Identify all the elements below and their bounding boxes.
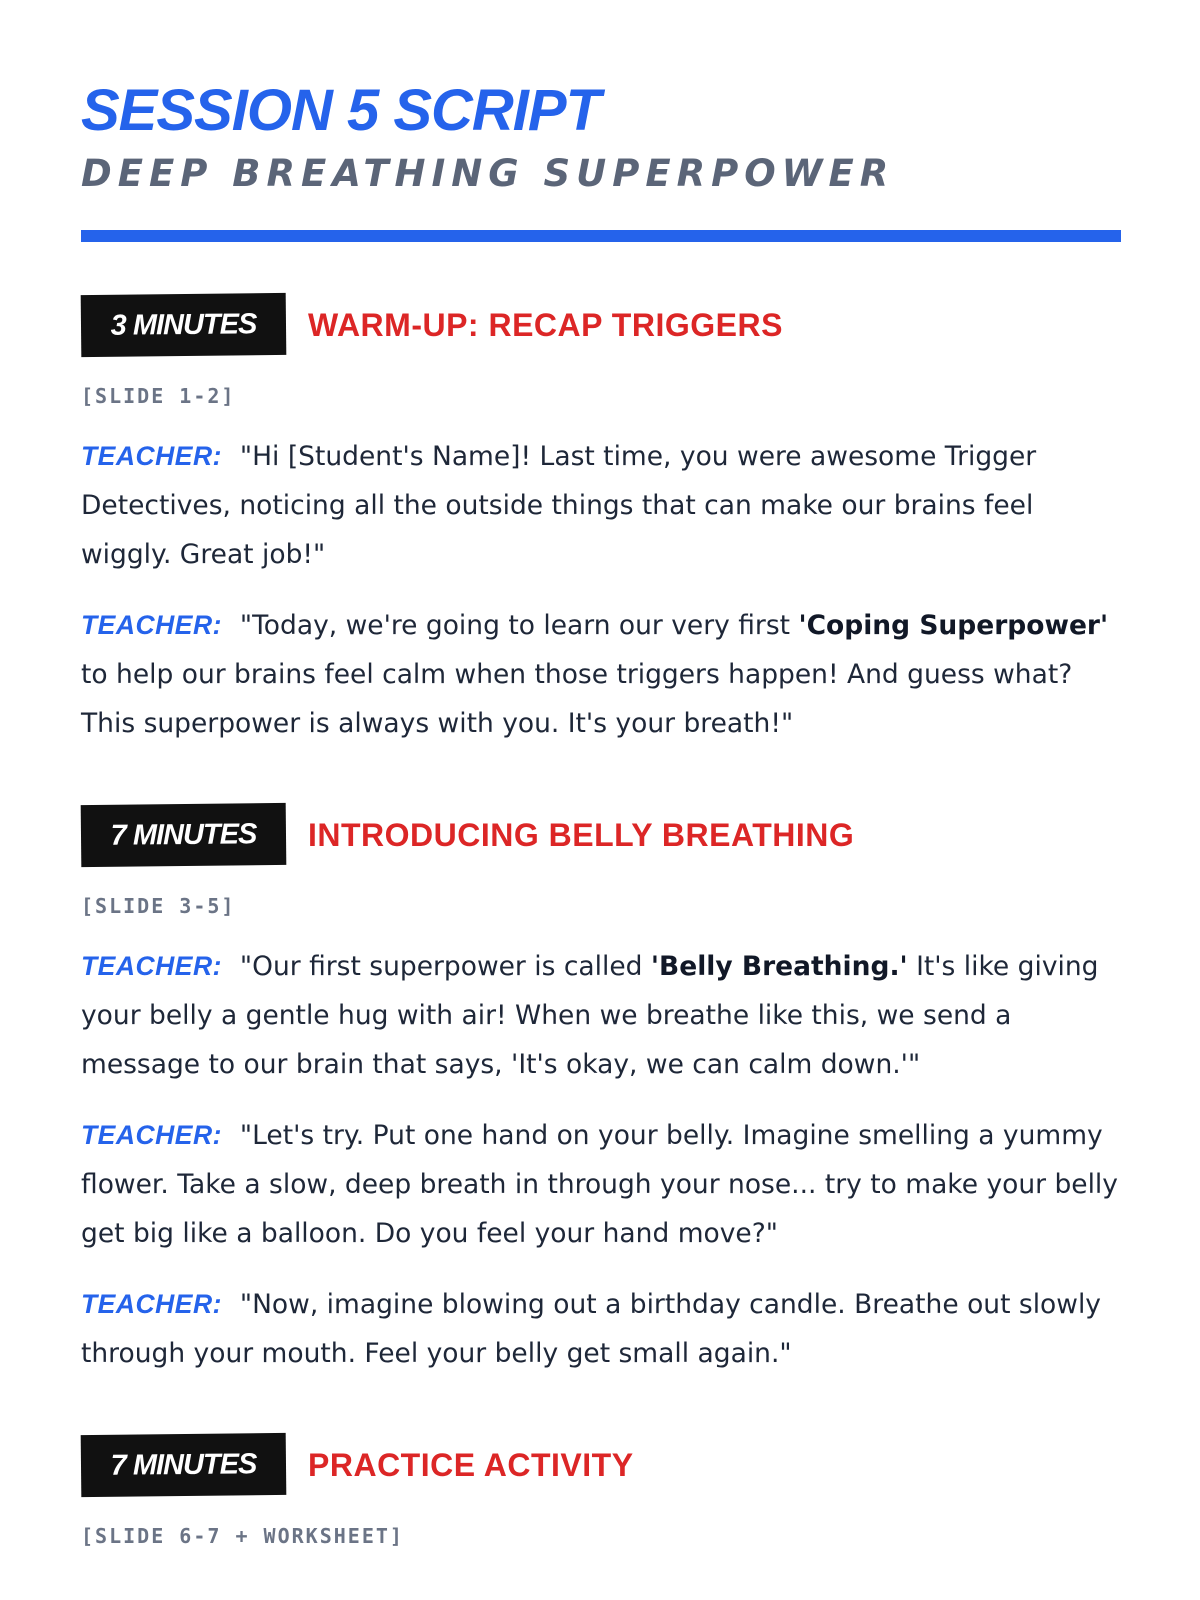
time-badge: 7 MINUTES xyxy=(81,1433,287,1497)
script-paragraph xyxy=(81,1280,1126,1378)
section-title: INTRODUCING BELLY BREATHING xyxy=(308,816,855,853)
page-subtitle: DEEP BREATHING SUPERPOWER xyxy=(81,152,895,195)
title-divider xyxy=(81,230,1121,242)
section-practice-activity xyxy=(81,1434,1119,1548)
emphasized-term: 'Coping Superpower' xyxy=(798,610,1109,641)
script-paragraph xyxy=(81,432,1126,579)
section-warm-up xyxy=(81,294,1119,748)
section-title: PRACTICE ACTIVITY xyxy=(308,1446,634,1483)
slide-reference: [SLIDE 3-5] xyxy=(81,894,236,918)
time-badge: 3 MINUTES xyxy=(81,293,287,357)
script-paragraph xyxy=(81,601,1126,748)
paragraph-text: "Let's try. Put one hand on your belly. Imagine smelling a yummy flower. Take a slow, deep breath in through your nose... try to make your belly get big like a balloon. Do you feel your hand move?" xyxy=(81,1120,1118,1249)
speaker-label: TEACHER: xyxy=(81,610,222,640)
script-paragraph xyxy=(81,942,1126,1089)
emphasized-term: 'Belly Breathing.' xyxy=(650,951,908,982)
paragraph-text: "Now, imagine blowing out a birthday candle. Breathe out slowly through your mouth. Feel your belly get small again." xyxy=(81,1289,1101,1369)
slide-reference: [SLIDE 1-2] xyxy=(81,384,236,408)
section-header xyxy=(81,294,1119,356)
section-header xyxy=(81,804,1119,866)
script-paragraph xyxy=(81,1111,1126,1258)
paragraph-text: "Today, we're going to learn our very first xyxy=(239,610,799,641)
page-title: SESSION 5 SCRIPT xyxy=(81,78,601,143)
speaker-label: TEACHER: xyxy=(81,441,222,471)
speaker-label: TEACHER: xyxy=(81,1289,222,1319)
speaker-label: TEACHER: xyxy=(81,1120,222,1150)
speaker-label: TEACHER: xyxy=(81,951,222,981)
slide-reference: [SLIDE 6-7 + WORKSHEET] xyxy=(81,1524,404,1548)
section-belly-breathing xyxy=(81,804,1119,1378)
time-badge: 7 MINUTES xyxy=(81,803,287,867)
paragraph-text: "Our first superpower is called xyxy=(239,951,651,982)
section-title: WARM-UP: RECAP TRIGGERS xyxy=(308,306,783,343)
paragraph-text: It's like giving your belly a gentle hug with air! When we breathe like this, we send a message to our brain that says, 'It's okay, we can calm down.'" xyxy=(81,951,1099,1080)
paragraph-text: "Hi [Student's Name]! Last time, you were awesome Trigger Detectives, noticing all the outside things that can make our brains feel wiggly. Great job!" xyxy=(81,441,1037,570)
section-header xyxy=(81,1434,1119,1496)
paragraph-text: to help our brains feel calm when those triggers happen! And guess what? This superpower is always with you. It's your breath!" xyxy=(81,659,1073,739)
